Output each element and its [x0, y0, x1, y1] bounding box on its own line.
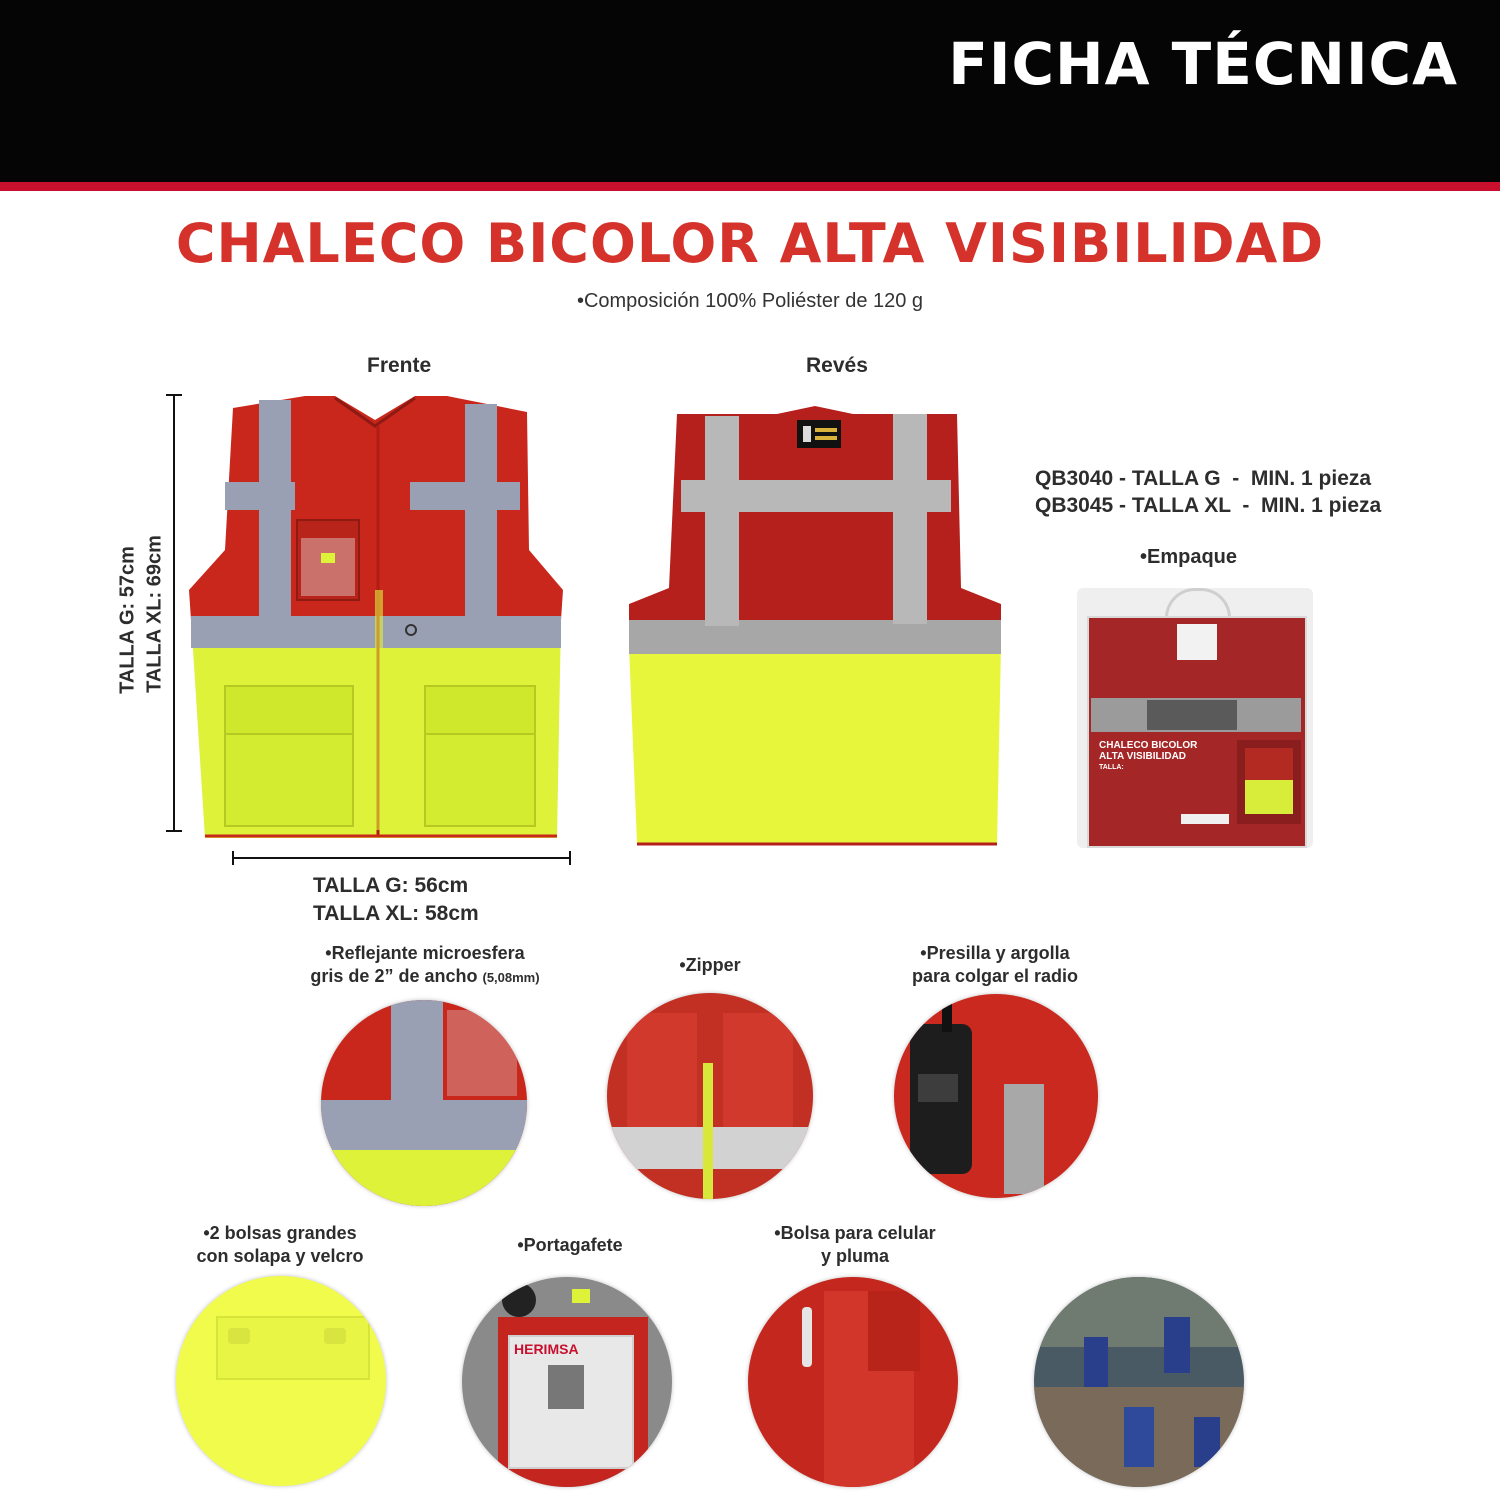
width-label-g: TALLA G: 56cm — [313, 874, 469, 897]
packaging-photo — [1077, 588, 1313, 848]
badge-logo-text: HERIMSA — [514, 1341, 579, 1357]
packaging-size-label: TALLA: — [1099, 764, 1124, 771]
composition-text: •Composición 100% Poliéster de 120 g — [576, 290, 924, 312]
product-code-g: QB3040 - TALLA G - MIN. 1 pieza — [1035, 467, 1372, 490]
back-vest-illustration — [627, 398, 1002, 848]
width-dimension-tick-right — [569, 851, 571, 865]
feature-caption-reflective: •Reflejante microesfera gris de 2” de ancho (5,08mm) — [310, 943, 540, 986]
feature-caption-badge-holder: •Portagafete — [517, 1235, 623, 1255]
packaging-label: •Empaque — [1140, 546, 1238, 568]
height-label-xl: TALLA XL: 69cm — [143, 535, 166, 693]
feature-photo-phone-pocket — [748, 1277, 958, 1487]
feature-caption-radio-loop: •Presilla y argolla para colgar el radio — [911, 943, 1079, 986]
front-view-label: Frente — [367, 354, 432, 377]
feature-caption-pockets: •2 bolsas grandes con solapa y velcro — [196, 1223, 364, 1266]
feature-photo-radio — [894, 994, 1098, 1198]
product-title: CHALECO BICOLOR ALTA VISIBILIDAD — [175, 212, 1325, 275]
product-code-xl: QB3045 - TALLA XL - MIN. 1 pieza — [1035, 494, 1382, 517]
feature-photo-reflective — [321, 1000, 527, 1206]
width-dimension-tick-left — [232, 851, 234, 865]
rescue-scene-photo — [1034, 1277, 1244, 1487]
header-title: FICHA TÉCNICA — [948, 30, 1458, 98]
feature-photo-pockets — [176, 1276, 386, 1486]
feature-caption-phone-pocket: •Bolsa para celular y pluma — [774, 1223, 936, 1266]
height-label-g: TALLA G: 57cm — [116, 546, 139, 694]
feature-photo-zipper — [607, 993, 813, 1199]
back-view-label: Revés — [806, 354, 868, 377]
packaging-title-line2: ALTA VISIBILIDAD — [1099, 751, 1187, 762]
front-vest-illustration — [185, 390, 565, 845]
height-dimension-line — [173, 394, 175, 832]
packaging-title-line1: CHALECO BICOLOR — [1099, 740, 1198, 751]
feature-caption-zipper: •Zipper — [679, 955, 741, 975]
height-dimension-tick-bottom — [166, 830, 182, 832]
height-dimension-tick-top — [166, 394, 182, 396]
width-dimension-line — [233, 857, 571, 859]
feature-photo-badge-holder — [462, 1277, 672, 1487]
width-label-xl: TALLA XL: 58cm — [313, 902, 479, 925]
